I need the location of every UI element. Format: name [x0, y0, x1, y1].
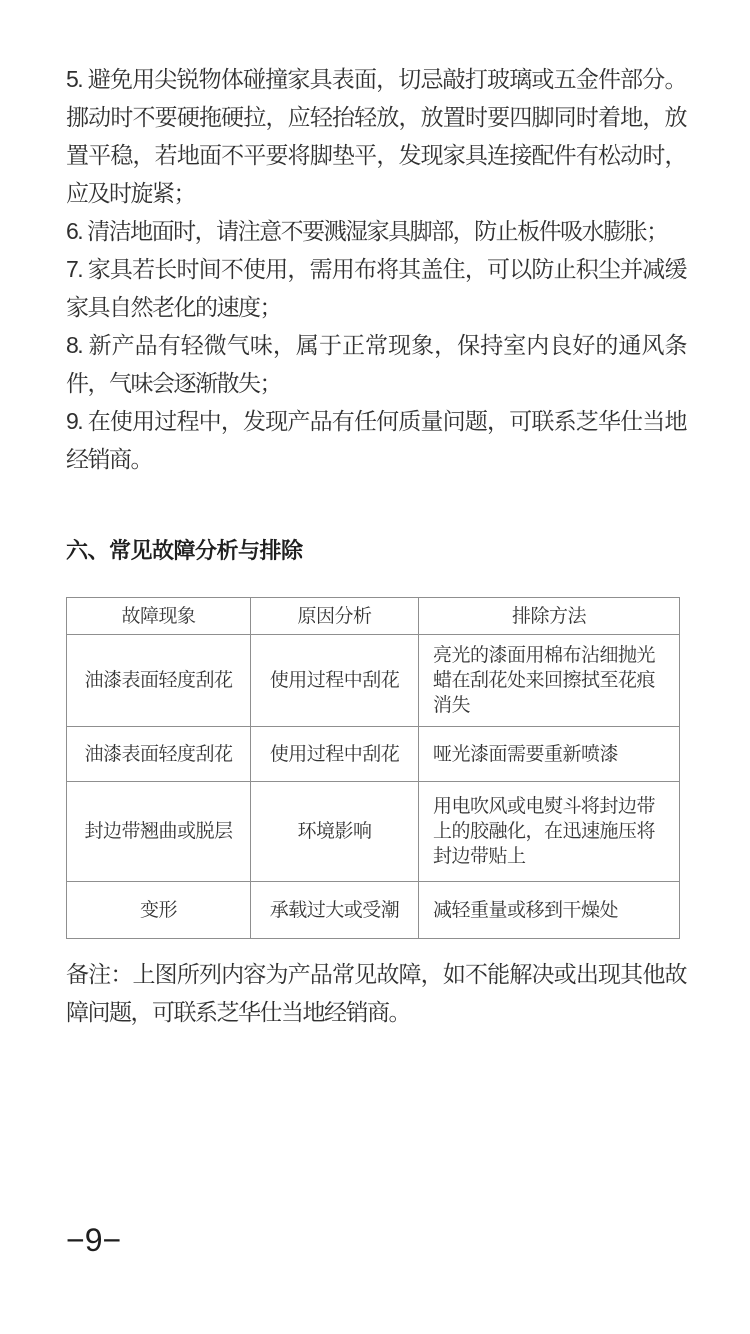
note-text: 备注：上图所列内容为产品常见故障，如不能解决或出现其他故障问题，可联系芝华仕当地经销商。	[66, 961, 686, 1025]
care-item-9: 9. 在使用过程中，发现产品有任何质量问题，可联系芝华仕当地经销商。	[66, 408, 686, 472]
care-item-6: 6. 清洁地面时，请注意不要溅湿家具脚部，防止板件吸水膨胀；	[66, 218, 668, 244]
remedy-cell: 哑光漆面需要重新喷漆	[419, 727, 680, 782]
table-header-row	[67, 598, 680, 635]
table-row	[67, 635, 680, 727]
cause-cell: 环境影响	[251, 782, 419, 882]
remedy-cell: 减轻重量或移到干燥处	[419, 882, 680, 939]
fault-cell: 油漆表面轻度刮花	[67, 635, 251, 727]
cause-cell: 使用过程中刮花	[251, 635, 419, 727]
section-heading: 六、常见故障分析与排除	[66, 538, 303, 563]
column-header-remedy: 排除方法	[419, 598, 680, 635]
fault-cell: 变形	[67, 882, 251, 939]
table-row	[67, 782, 680, 882]
fault-cell: 封边带翘曲或脱层	[67, 782, 251, 882]
content-column	[66, 60, 686, 1031]
column-header-cause: 原因分析	[251, 598, 419, 635]
cause-cell: 承载过大或受潮	[251, 882, 419, 939]
column-header-fault: 故障现象	[67, 598, 251, 635]
care-item-7: 7. 家具若长时间不使用，需用布将其盖住，可以防止积尘并减缓家具自然老化的速度；	[66, 256, 686, 320]
remedy-cell: 用电吹风或电熨斗将封边带上的胶融化，在迅速施压将封边带贴上	[419, 782, 680, 882]
page-number: −9−	[66, 1222, 122, 1258]
table-row	[67, 882, 680, 939]
remedy-cell: 亮光的漆面用棉布沾细抛光蜡在刮花处来回擦拭至花痕消失	[419, 635, 680, 727]
fault-cell: 油漆表面轻度刮花	[67, 727, 251, 782]
fault-table	[66, 597, 680, 939]
care-item-8: 8. 新产品有轻微气味，属于正常现象，保持室内良好的通风条件，气味会逐渐散失；	[66, 332, 686, 396]
care-item-5: 5. 避免用尖锐物体碰撞家具表面，切忌敲打玻璃或五金件部分。挪动时不要硬拖硬拉，应轻抬轻放，放置时要四脚同时着地，放置平稳，若地面不平要将脚垫平，发现家具连接配件有松动时，应及时旋紧；	[66, 66, 686, 206]
table-row	[67, 727, 680, 782]
cause-cell: 使用过程中刮花	[251, 727, 419, 782]
